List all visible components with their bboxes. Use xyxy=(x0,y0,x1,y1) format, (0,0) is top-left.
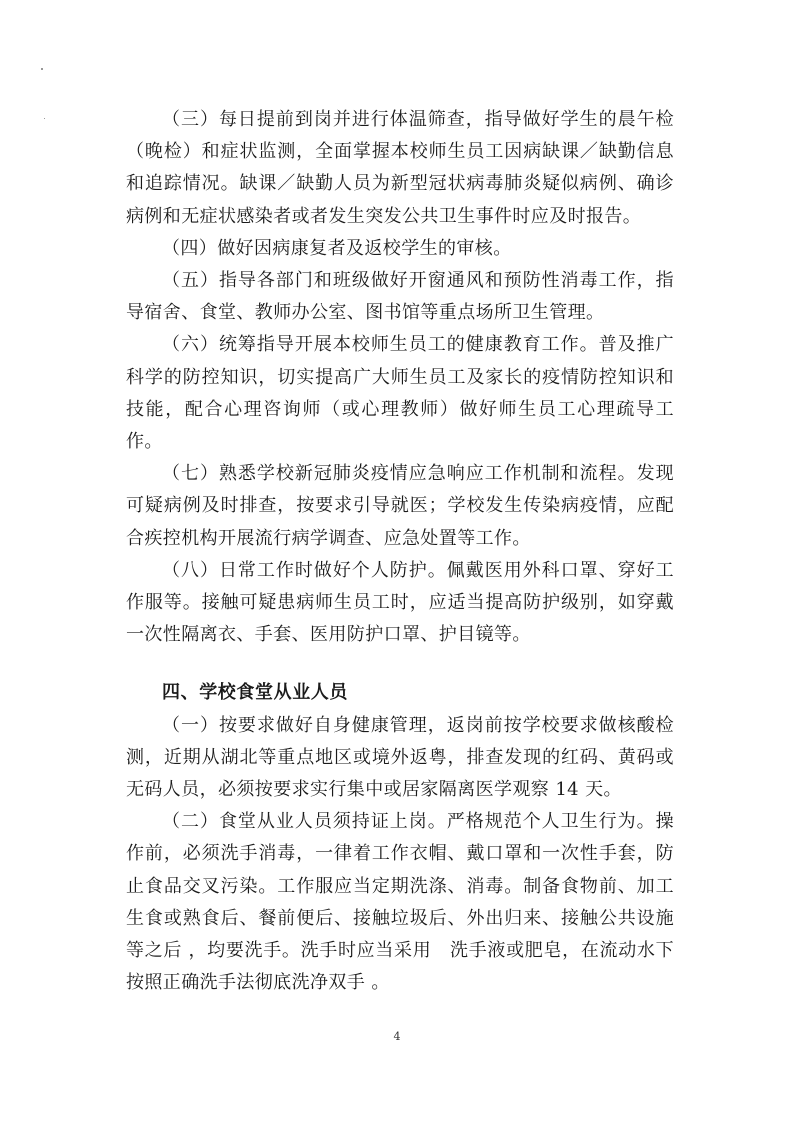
section-heading: 四、学校食堂从业人员 xyxy=(162,682,348,704)
section-four-paragraph-one: （一）按要求做好自身健康管理，返岗前按学校要求做核酸检测，近期从湖北等重点地区或境外返粤，排查发现的红码、黄码或无码人员，必须按要求实行集中或居家隔离医学观察 14 天。 xyxy=(126,714,674,801)
paragraph-seven: （七）熟悉学校新冠肺炎疫情应急响应工作机制和流程。发现可疑病例及时排查，按要求引导就医；学校发生传染病疫情，应配合疾控机构开展流行病学调查、应急处置等工作。 xyxy=(126,463,674,549)
paragraph-six: （六）统筹指导开展本校师生员工的健康教育工作。普及推广科学的防控知识，切实提高广大师生员工及家长的疫情防控知识和技能，配合心理咨询师（或心理教师）做好师生员工心理疏导工作。 xyxy=(126,334,674,453)
paragraph-five: （五）指导各部门和班级做好开窗通风和预防性消毒工作，指导宿舍、食堂、教师办公室、图书馆等重点场所卫生管理。 xyxy=(126,270,674,324)
body-text xyxy=(126,104,674,999)
section-spacer xyxy=(126,651,674,677)
scan-speck xyxy=(41,68,43,70)
scan-speck xyxy=(44,118,45,119)
paragraph-four: （四）做好因病康复者及返校学生的审核。 xyxy=(162,237,512,259)
section-four-paragraph-two: （二）食堂从业人员须持证上岗。严格规范个人卫生行为。操作前，必须洗手消毒，一律着工作衣帽、戴口罩和一次性手套，防止食品交叉污染。工作服应当定期洗涤、消毒。制备食物前、加工生食或熟食后、餐前便后、接触垃圾后、外出归来、接触公共设施等之后 ，均要洗手。洗手时应当采用 洗手液或肥皂，在流动水下按照正确洗手法彻底洗净双手 。 xyxy=(126,811,674,994)
page-number: 4 xyxy=(393,1030,401,1043)
paragraph-eight: （八）日常工作时做好个人防护。佩戴医用外科口罩、穿好工作服等。接触可疑患病师生员工时，应适当提高防护级别，如穿戴一次性隔离衣、手套、医用防护口罩、护目镜等。 xyxy=(126,559,674,646)
paragraph-three: （三）每日提前到岗并进行体温筛查，指导做好学生的晨午检（晚检）和症状监测，全面掌握本校师生员工因病缺课／缺勤信息和追踪情况。缺课／缺勤人员为新型冠状病毒肺炎疑似病例、确诊病例和无症状感染者或者发生突发公共卫生事件时应及时报告。 xyxy=(126,109,674,227)
